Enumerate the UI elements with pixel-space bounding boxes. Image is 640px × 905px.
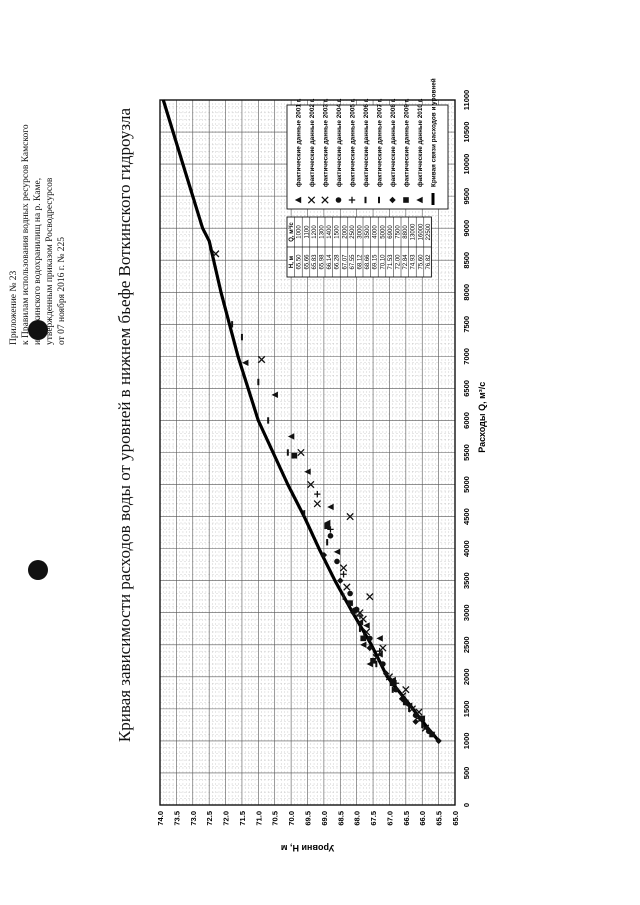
table-cell: 68.66 [365,254,372,270]
y-tick-label: 67.0 [385,811,395,826]
data-point [419,716,425,722]
x-tick-label: 9500 [462,187,471,205]
legend-label: фактические данные 2005 г. [349,98,357,187]
table-cell: 75.60 [418,254,425,270]
y-tick-label: 68.0 [352,811,362,826]
y-tick-label: 72.5 [205,811,215,826]
y-tick-label: 68.5 [336,811,346,826]
table-cell: 1300 [319,225,326,239]
y-tick-label: 71.0 [254,811,264,826]
table-cell: 13000 [410,223,417,241]
table-cell: 67.55 [349,254,356,270]
annotation-line: Приложение № 23 [9,270,19,345]
x-tick-label: 4500 [462,508,471,525]
x-tick-label: 1000 [462,732,471,750]
data-point [429,732,435,738]
table-cell: 6900 [387,225,394,239]
y-axis-ticks [156,811,460,826]
table-cell: 5000 [380,225,387,239]
data-point [413,712,419,718]
table-cell: 76.82 [425,254,432,270]
table-cell: 68.12 [357,254,364,270]
data-point [367,636,373,642]
y-axis-label: Уровни H, м [280,843,335,853]
table-cell: 66.28 [334,254,341,270]
table-cell: 67.07 [342,254,349,270]
data-point [334,549,340,555]
annotation-line: и Воткинского водохранилищ на р. Каме, [33,177,43,345]
x-tick-label: 9000 [462,219,471,237]
legend-label: фактические данные 2004 г. [336,98,343,187]
legend-label: фактические данные 2006 г. [363,98,370,187]
x-tick-label: 6500 [462,380,471,397]
y-tick-label: 65.5 [434,811,444,826]
legend-label: Кривая связи расходов и уровней [430,78,438,187]
x-axis-label: Расходы Q, м³/с [477,381,487,453]
x-tick-label: 500 [462,766,471,780]
annotation-line: утвержденным приказом Росводресурсов [45,177,55,345]
x-tick-label: 6000 [462,412,471,429]
table-cell: 16000 [418,223,425,241]
y-tick-label: 70.0 [287,811,297,826]
y-tick-label: 69.5 [303,811,313,826]
table-cell: 4000 [372,225,379,239]
table-cell: 2500 [349,225,356,239]
x-tick-label: 8000 [462,283,471,301]
data-point [314,501,320,507]
table-cell: 66.14 [327,254,334,270]
y-tick-label: 74.0 [156,811,165,826]
x-tick-label: 2000 [462,668,471,686]
y-tick-label: 70.5 [270,811,280,826]
x-axis-ticks [462,90,471,807]
x-tick-label: 5500 [462,444,471,461]
table-cell: 65.66 [304,254,311,270]
data-point [334,559,340,565]
y-tick-label: 67.5 [369,811,379,826]
data-point [258,356,264,362]
x-tick-label: 11000 [462,89,471,111]
x-tick-label: 0 [462,802,471,808]
chart-title: Кривая зависимости расходов воды от уровней в нижнем бьефе Воткинского гидроузла [115,107,134,743]
table-cell: 72.84 [403,254,410,270]
x-tick-label: 2500 [462,636,471,654]
x-tick-label: 3500 [462,572,471,590]
table-header: Q, м³/с [289,222,296,242]
x-tick-label: 7500 [462,315,471,333]
x-tick-label: 4000 [462,540,471,557]
y-tick-label: 66.0 [418,811,428,826]
table-cell: 65.98 [319,254,326,270]
y-tick-label: 66.5 [401,811,411,826]
x-tick-label: 8500 [462,251,471,269]
y-tick-label: 72.0 [221,811,231,826]
data-point [340,571,346,577]
legend-swatch [403,197,409,203]
table-cell: 3000 [357,225,364,239]
data-point [360,636,366,642]
data-point [324,523,330,529]
table-cell: 1000 [296,225,303,239]
data-point [292,453,298,459]
y-tick-label: 65.0 [451,811,460,826]
table-cell: 65.83 [311,254,318,270]
data-point [380,661,386,667]
chart-legend [287,78,448,209]
legend-swatch [336,197,342,203]
x-tick-label: 10000 [462,153,471,175]
legend-label: фактические данные 2002 г. [309,98,316,187]
table-cell: 1200 [311,225,318,239]
data-point [314,491,320,497]
table-cell: 8800 [403,225,410,239]
legend-label: фактические данные 2003 г. [322,98,330,187]
y-tick-label: 73.5 [172,811,182,826]
annotation-line: к Правилам использования водных ресурсов Камского [21,124,31,345]
data-point [347,600,353,606]
table-cell: 1100 [304,225,311,239]
table-cell: 2000 [342,225,349,239]
annotation-line: от 07 ноября 2016 г. № 225 [57,236,67,345]
table-cell: 69.15 [372,254,379,270]
data-point [367,594,373,600]
table-cell: 22500 [425,223,432,241]
table-cell: 1400 [327,225,334,239]
table-cell: 74.93 [410,254,417,270]
x-tick-label: 5000 [462,476,471,493]
legend-label: фактические данные 2010 г. [417,98,424,187]
legend-label: фактические данные 2001 г. [295,98,303,187]
rating-table [287,217,432,277]
table-header: H, м [289,255,296,269]
table-cell: 3500 [365,225,372,239]
data-point [347,591,353,597]
x-tick-label: 1500 [462,700,471,718]
data-point [370,658,376,664]
x-tick-label: 7000 [462,348,471,365]
legend-label: фактические данные 2007 г. [376,98,384,187]
data-point [403,700,409,706]
x-tick-label: 10500 [462,121,471,143]
table-cell: 7500 [395,225,402,239]
table-cell: 71.53 [387,254,394,270]
x-tick-label: 3000 [462,604,471,622]
data-point [328,533,334,539]
data-point [380,645,386,651]
table-cell: 72.00 [395,254,402,270]
table-cell: 1500 [334,225,341,239]
y-tick-label: 69.0 [319,811,329,826]
table-cell: 65.50 [296,254,303,270]
legend-label: фактические данные 2008 г. [390,98,397,187]
data-point [393,687,399,693]
y-tick-label: 71.5 [237,811,247,826]
data-point [412,718,418,724]
legend-label: фактические данные 2009 г. [403,98,411,187]
y-tick-label: 73.0 [188,811,198,826]
table-cell: 70.10 [380,254,387,270]
